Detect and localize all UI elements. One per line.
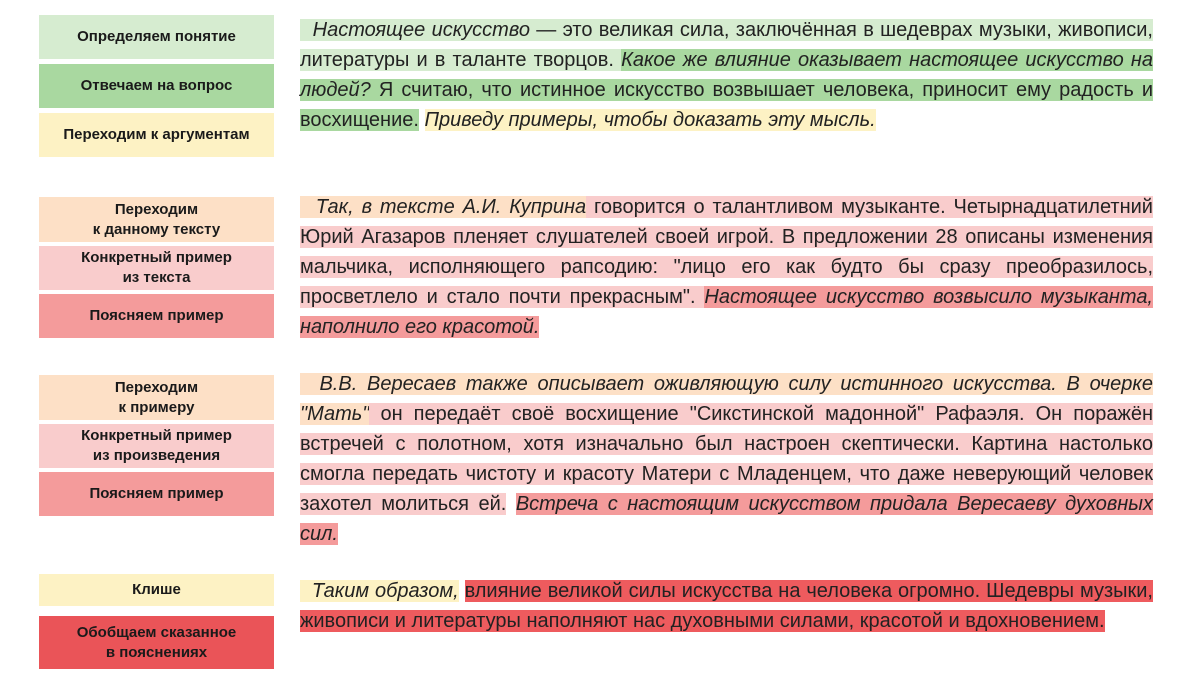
segment-transition-to-arguments: Приведу примеры, чтобы доказать эту мысль. <box>424 109 876 131</box>
segment-example-from-text: говорится о талантливом музыканте. Четырнадцатилетний Юрий Агазаров пленяет слушателей своей игрой. В предложении 28 описаны изменения мальчика, исполняющего рапсодию: "лицо его как будто бы сразу преобразилось, просветлело и стало почти прекрасным". <box>300 196 1153 308</box>
segment-transition-to-text <box>300 196 586 218</box>
paragraph-introduction <box>300 15 1153 135</box>
segment-space-3 <box>459 580 465 602</box>
segment-definition-text: — это великая сила, заключённая в шедеврах музыки, живописи, литературы и в таланте творцов. <box>300 19 1153 71</box>
label-example-from-text: Конкретный пример из текста <box>39 246 274 290</box>
label-cliche: Клише <box>39 574 274 606</box>
paragraph-conclusion <box>300 576 1153 636</box>
label-transition-to-text: Переходим к данному тексту <box>39 197 274 242</box>
segment-term: Настоящее искусство <box>312 19 530 41</box>
segment-space <box>419 109 425 131</box>
label-explain-example-1: Поясняем пример <box>39 294 274 338</box>
segment-thesis: Я считаю, что истинное искусство возвышает человека, приносит ему радость и восхищение. <box>300 79 1153 131</box>
label-example-from-work: Конкретный пример из произведения <box>39 424 274 468</box>
label-transition-to-arguments: Переходим к аргументам <box>39 113 274 157</box>
paragraph-argument-1 <box>300 192 1153 342</box>
label-explain-example-2: Поясняем пример <box>39 472 274 516</box>
segment-generalization: влияние великой силы искусства на человека огромно. Шедевры музыки, живописи и литературы наполняют нас духовными силами, красотой и вдохновением. <box>300 580 1153 632</box>
segment-explain-example-2: Встреча с настоящим искусством придала Вересаеву духовных сил. <box>300 493 1154 545</box>
segment-space-2 <box>506 493 516 515</box>
segment-explain-example-1: Настоящее искусство возвысило музыканта, наполнило его красотой. <box>300 286 1153 338</box>
label-transition-to-example: Переходим к примеру <box>39 375 274 420</box>
segment-transition-to-text-words: Так, в тексте А.И. Куприна <box>315 196 587 218</box>
label-define-concept: Определяем понятие <box>39 15 274 59</box>
segment-cliche <box>300 580 459 602</box>
segment-example-from-work: он передаёт своё восхищение "Сикстинской мадонной" Рафаэля. Он поражён встречей с полотном, хотя изначально был настроен скептически. Картина настолько смогла передать чистоту и красоту Матери с Младенцем, что даже неверующий человек захотел молиться ей. <box>300 403 1153 515</box>
segment-transition-to-example-words: В.В. Вересаев также описывает оживляющую силу истинного искусства. В очерке "Мать" <box>300 373 1153 425</box>
label-generalize: Обобщаем сказанное в пояснениях <box>39 616 274 669</box>
segment-cliche-words: Таким образом, <box>311 580 459 602</box>
paragraph-argument-2 <box>300 369 1153 549</box>
segment-question: Какое же влияние оказывает настоящее искусство на людей? <box>300 49 1153 101</box>
label-answer-question: Отвечаем на вопрос <box>39 64 274 108</box>
